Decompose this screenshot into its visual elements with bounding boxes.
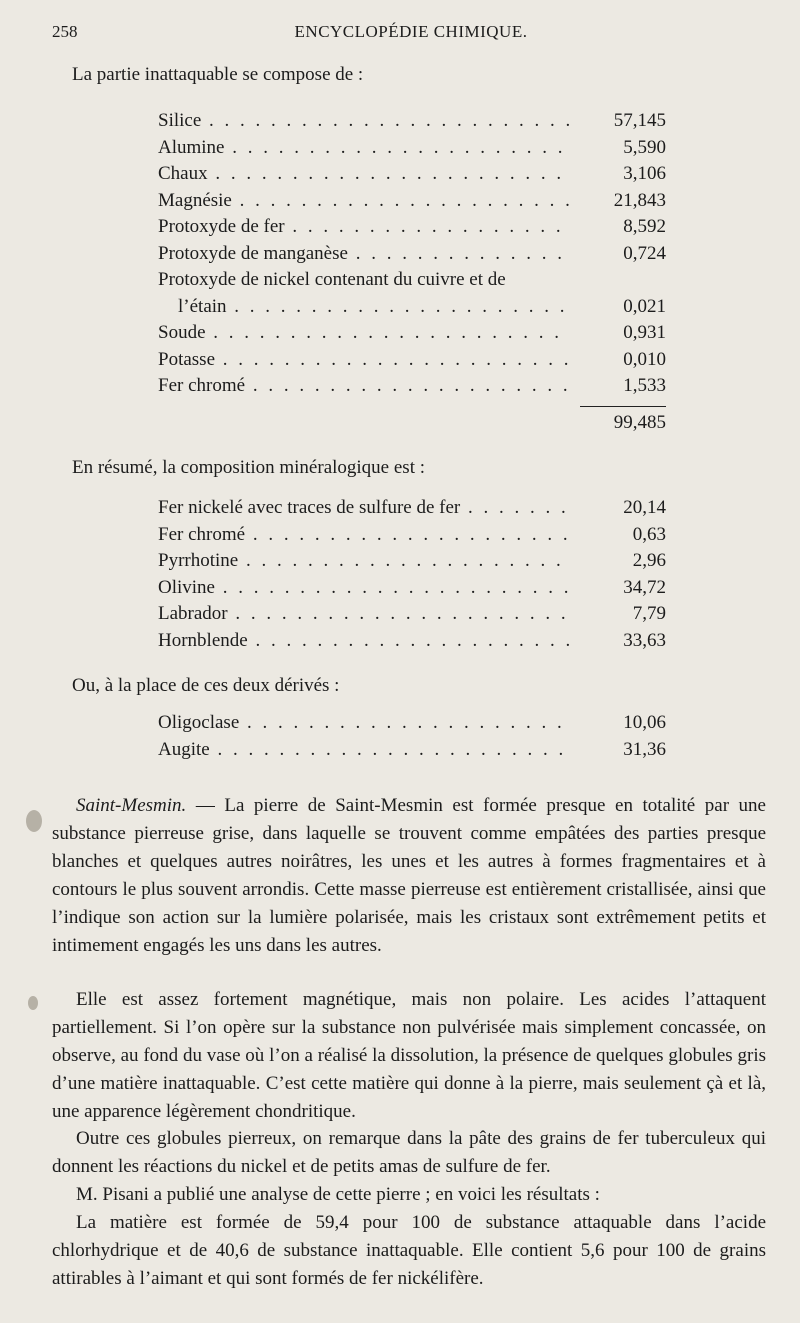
row-label: Protoxyde de fer . . . [158, 214, 570, 240]
table-row [158, 601, 666, 628]
row-label: Olivine . . . [158, 575, 570, 601]
row-value: 21,843 [613, 189, 666, 211]
row-label: Fer nickelé avec traces de sulfure de fer . . . [158, 495, 570, 521]
row-label: Protoxyde de manganèse . . . [158, 241, 570, 267]
row-label: Hornblende . . . [158, 628, 570, 654]
row-label: Fer chromé . . . [158, 522, 570, 548]
margin-stain [28, 996, 38, 1010]
paragraph-pisani: M. Pisani a publié une analyse de cette pierre ; en voici les résultats : [76, 1184, 600, 1205]
table-row [158, 737, 666, 764]
running-title: ENCYCLOPÉDIE CHIMIQUE. [294, 22, 528, 41]
table-row [158, 161, 666, 188]
row-label: Soude . . . [158, 320, 570, 346]
row-value: 57,145 [613, 110, 666, 131]
row-value: 0,63 [632, 523, 666, 545]
table-row [158, 214, 666, 241]
table-row [158, 710, 666, 737]
row-value: 0,931 [623, 322, 666, 343]
row-value: 34,72 [623, 576, 666, 598]
row-value: 33,63 [623, 629, 666, 651]
row-label: l’étain . . . [158, 294, 570, 320]
section1-intro: La partie inattaquable se compose de : [72, 64, 364, 85]
table-row [158, 548, 666, 575]
composition-table-2 [158, 495, 666, 654]
row-value: 7,79 [632, 603, 666, 624]
table-row [158, 495, 666, 522]
table-row [158, 628, 666, 655]
row-value: 1,533 [623, 375, 666, 396]
margin-stain [26, 810, 42, 832]
table-row [158, 522, 666, 549]
table-row [158, 241, 666, 268]
row-label: Silice . . . [158, 108, 570, 134]
table-row [158, 135, 666, 162]
table-row [158, 347, 666, 374]
running-head [52, 22, 770, 46]
table-row [158, 108, 666, 135]
section3-intro: Ou, à la place de ces deux dérivés : [72, 675, 340, 696]
table-row [158, 373, 666, 400]
composition-table-1 [158, 108, 666, 433]
row-label: Oligoclase . . . [158, 710, 570, 736]
paragraph-results: La matière est formée de 59,4 pour 100 de substance attaquable dans l’acide chlorhydrique et de 40,6 de substance inattaquable. Elle contient 5,6 pour 100 de grains attirables à l’aimant et qui sont formés de fer nickélifère. [52, 1212, 766, 1289]
row-label: Protoxyde de nickel contenant du cuivre et de [158, 269, 506, 290]
row-label: Potasse . . . [158, 347, 570, 373]
paragraph-heading: Saint-Mesmin. [76, 795, 187, 816]
total-rule [580, 406, 666, 407]
page-number: 258 [52, 22, 78, 41]
total-value: 99,485 [613, 412, 666, 433]
row-value: 0,724 [623, 242, 666, 264]
row-value: 0,010 [623, 348, 666, 370]
row-value: 8,592 [623, 216, 666, 237]
row-value: 20,14 [623, 497, 666, 518]
composition-table-3 [158, 710, 666, 763]
row-value: 3,106 [623, 163, 666, 184]
row-value: 5,590 [623, 136, 666, 158]
row-value: 31,36 [623, 738, 666, 760]
row-label: Alumine . . . [158, 135, 570, 161]
row-label: Augite . . . [158, 737, 570, 763]
row-label: Magnésie . . . [158, 188, 570, 214]
table-row [158, 320, 666, 347]
table-row [158, 294, 666, 321]
table-row [158, 267, 666, 294]
row-label: Chaux . . . [158, 161, 570, 187]
row-value: 10,06 [623, 712, 666, 733]
row-value: 2,96 [632, 550, 666, 571]
section2-intro: En résumé, la composition minéralogique est : [72, 457, 426, 478]
paragraph-magnetic: Elle est assez fortement magnétique, mais non polaire. Les acides l’attaquent partiellement. Si l’on opère sur la substance non pulvérisée mais simplement concassée, on observe, au fond du vase où l’on a réalisé la dissolution, la présence de quelques globules gris d’une matière inattaquable. C’est cette matière qui donne à la pierre, mais seulement çà et là, une apparence légèrement chondritique. [52, 989, 766, 1122]
paragraph-saint-mesmin [52, 792, 766, 960]
row-value: 0,021 [623, 295, 666, 317]
row-label: Labrador . . . [158, 601, 570, 627]
paragraph-body: — La pierre de Saint-Mesmin est formée presque en totalité par une substance pierreuse grise, dans laquelle se trouvent comme empâtées des parties presque blanches et quelques autres noirâtres, les unes et les autres à formes fragmentaires et à contours le plus souvent arrondis. Cette masse pierreuse est entièrement cristallisée, ainsi que l’indique son action sur la lumière polarisée, mais les cristaux sont extrêmement petits et intimement engagés les uns dans les autres. [52, 795, 766, 956]
row-label: Pyrrhotine . . . [158, 548, 570, 574]
table-row [158, 575, 666, 602]
row-label: Fer chromé . . . [158, 373, 570, 399]
table-row [158, 188, 666, 215]
paragraph-globules: Outre ces globules pierreux, on remarque dans la pâte des grains de fer tuberculeux qui donnent les réactions du nickel et de petits amas de sulfure de fer. [52, 1128, 766, 1177]
